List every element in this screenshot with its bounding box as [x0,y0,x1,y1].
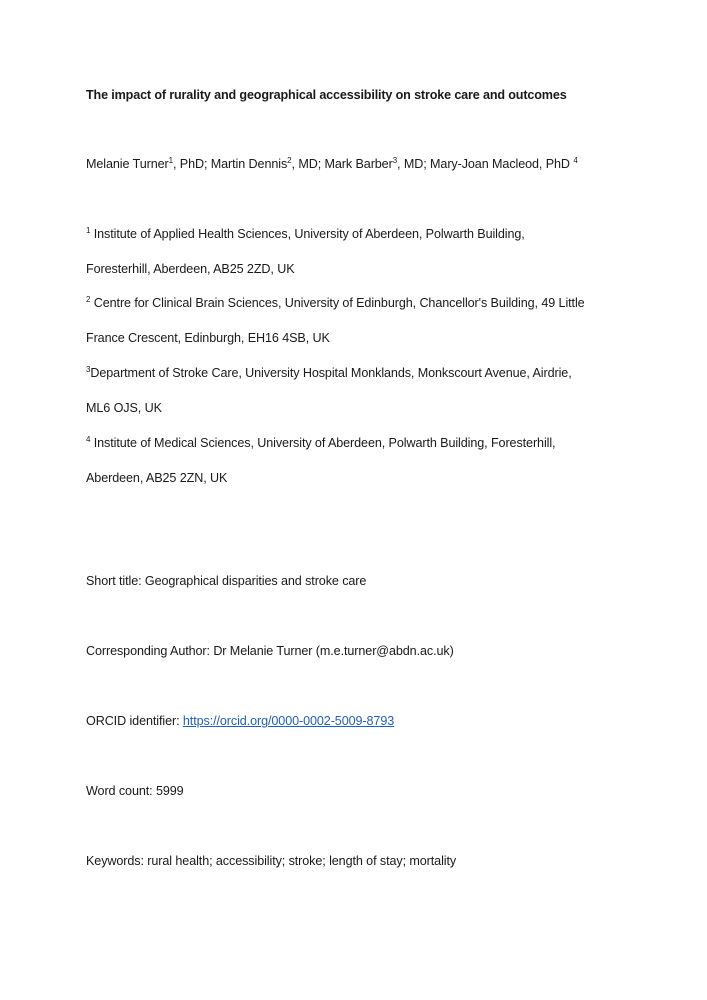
author-name: Mary-Joan Macleod, PhD [430,157,574,171]
affiliation-text: Centre for Clinical Brain Sciences, University of Edinburgh, Chancellor's Building, 49 Little [90,296,585,310]
affiliation-2-line-1 [86,295,585,311]
orcid-label: ORCID identifier: [86,714,183,728]
affiliation-1-line-1 [86,226,525,242]
affiliation-4-line-1 [86,435,555,451]
author-degree: , MD; [397,157,431,171]
affiliation-3-line-1 [86,365,572,381]
orcid-link[interactable]: https://orcid.org/0000-0002-5009-8793 [182,714,395,728]
author-degree: , PhD; [172,157,211,171]
affiliation-1-line-2: Foresterhill, Aberdeen, AB25 2ZD, UK [86,262,295,276]
affiliation-sup: 1 [86,226,91,235]
affiliation-2-line-2: France Crescent, Edinburgh, EH16 4SB, UK [86,331,330,345]
affiliation-sup: 3 [86,365,91,374]
author-name: Mark Barber [324,157,393,171]
author-name: Martin Dennis [210,157,288,171]
corresponding-author: Corresponding Author: Dr Melanie Turner (m.e.turner@abdn.ac.uk) [86,644,454,658]
affiliation-text: Department of Stroke Care, University Hospital Monklands, Monkscourt Avenue, Airdrie, [90,366,572,380]
affiliation-sup: 2 [86,295,91,304]
affiliation-sup: 4 [86,435,91,444]
orcid-identifier [86,713,394,729]
author-name: Melanie Turner [86,157,169,171]
affiliation-3-line-2: ML6 OJS, UK [86,401,162,415]
author-affiliation-sup: 3 [392,156,398,165]
author-affiliation-sup: 2 [287,156,292,165]
paper-title: The impact of rurality and geographical accessibility on stroke care and outcomes [86,88,567,102]
affiliation-text: Institute of Applied Health Sciences, University of Aberdeen, Polwarth Building, [90,227,525,241]
keywords: Keywords: rural health; accessibility; stroke; length of stay; mortality [86,854,457,868]
affiliation-text: Institute of Medical Sciences, University of Aberdeen, Polwarth Building, Foresterhill, [90,436,556,450]
author-affiliation-sup: 4 [573,156,578,165]
affiliation-4-line-2: Aberdeen, AB25 2ZN, UK [86,471,228,485]
author-affiliation-sup: 1 [168,156,173,165]
author-list [86,156,578,172]
word-count: Word count: 5999 [86,784,184,798]
short-title: Short title: Geographical disparities and stroke care [86,574,367,588]
author-degree: , MD; [291,157,325,171]
